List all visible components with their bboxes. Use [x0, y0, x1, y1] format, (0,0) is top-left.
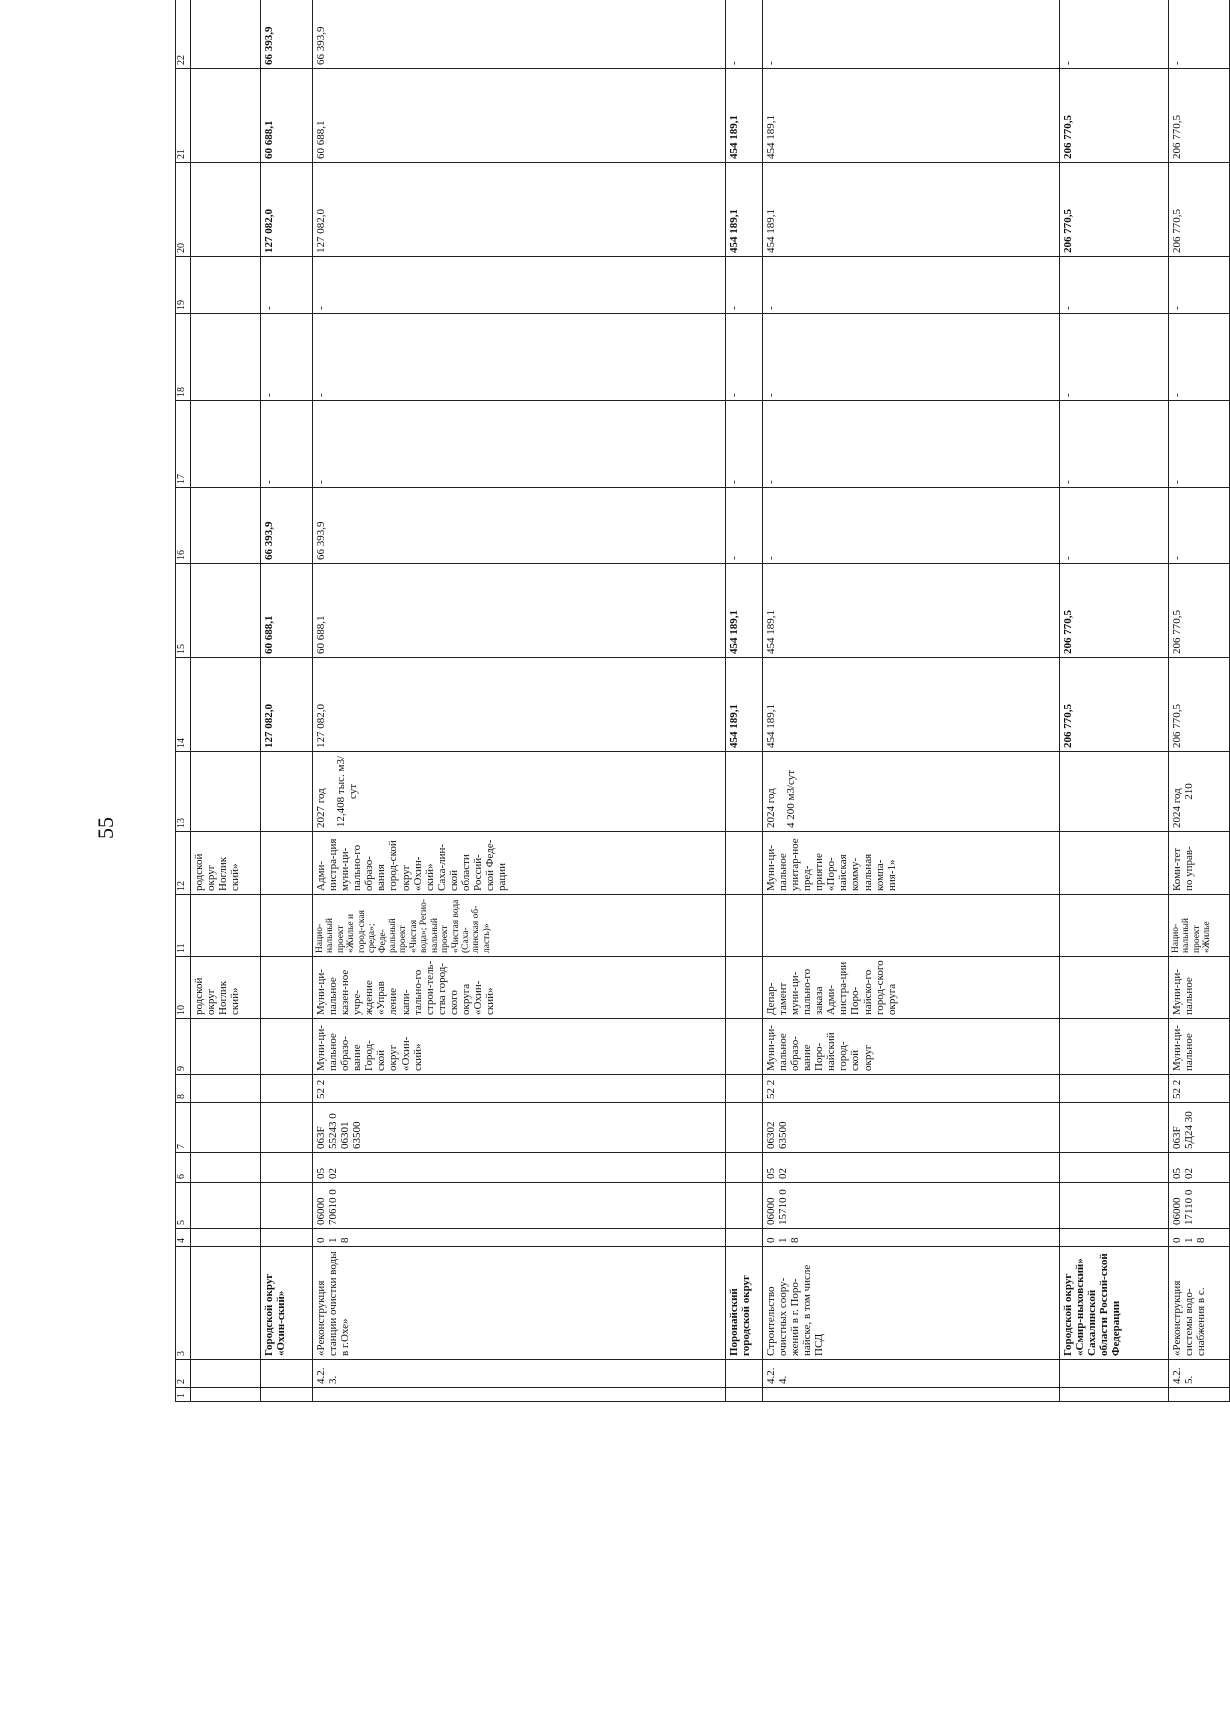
col-num-4: 4	[176, 1229, 191, 1247]
cell-c8: 52 2	[312, 1075, 725, 1103]
cell-c11: Нацио-нальный проект «Жилье	[1168, 895, 1229, 957]
cell-c22: -	[725, 0, 762, 69]
cell-c8: 52 2	[762, 1075, 1059, 1103]
item-title: «Реконструкция системы водо-снабжения в с.	[1168, 1247, 1229, 1360]
cell-c7: 063F 5Д24 30	[1168, 1103, 1229, 1153]
col-num-20: 20	[176, 163, 191, 257]
deadline: 2027 год	[314, 788, 327, 828]
cell-c13	[762, 752, 1059, 832]
cell-c16: -	[1168, 488, 1229, 564]
cell-c7: 06302 63500	[762, 1103, 1059, 1153]
item-number: 4.2.5.	[1168, 1360, 1229, 1388]
cell-c19: -	[261, 257, 313, 314]
cell-c21: 60 688,1	[261, 69, 313, 163]
group-name: Городской округ «Смир-ныховский» Сахалинской области Россий-ской Федерации	[1059, 1247, 1168, 1360]
col-num-12: 12	[176, 832, 191, 895]
group-row-smirnykh	[1059, 0, 1168, 1402]
cell-c15: 454 189,1	[725, 564, 762, 658]
deadline: 2024 год	[764, 788, 777, 828]
capacity: 210	[1183, 783, 1196, 800]
cell-c22: -	[1168, 0, 1229, 69]
capacity: 4 200 м3/сут	[784, 769, 797, 828]
cell-c14: 127 082,0	[261, 658, 313, 752]
cell-c21: 60 688,1	[312, 69, 725, 163]
cont-customer: родской округ Ноглик ский»	[190, 957, 260, 1019]
cell-c17: -	[1059, 401, 1168, 488]
cell-c9: Муни-ци-пальное	[1168, 1019, 1229, 1075]
cell-c4: 0 1 8	[1168, 1229, 1229, 1247]
col-num-8: 8	[176, 1075, 191, 1103]
cell-c16: 66 393,9	[312, 488, 725, 564]
col-num-6: 6	[176, 1153, 191, 1183]
group-row-poronaysk	[725, 0, 762, 1402]
cell-c20: 127 082,0	[261, 163, 313, 257]
cell-c22: -	[762, 0, 1059, 69]
page-number: 55	[93, 817, 118, 839]
col-num-17: 17	[176, 401, 191, 488]
col-num-21: 21	[176, 69, 191, 163]
group-name: Поронайский городской округ	[725, 1247, 762, 1360]
cell-c12: Муни-ци-пальное унитар-ное пред-приятие «Поро-найская комму-нальная компа-ния-1»	[762, 832, 1059, 895]
cell-c19: -	[725, 257, 762, 314]
cell-c16: 66 393,9	[261, 488, 313, 564]
cell-c12: Адми-нистра-ция муни-ци-пально-го образо-вания город-ской округ «Охин-ский» Саха-лин-ской области Россий-ской Феде-рации	[312, 832, 725, 895]
table-row-4-2-4	[762, 0, 1059, 1402]
cell-c13	[312, 752, 725, 832]
cell-c5: 06000 70610 0	[312, 1183, 725, 1229]
cell-c20: 454 189,1	[762, 163, 1059, 257]
cell-c17: -	[762, 401, 1059, 488]
cell-c19: -	[1059, 257, 1168, 314]
cell-c14: 206 770,5	[1059, 658, 1168, 752]
deadline: 2024 год	[1170, 788, 1183, 828]
cell-c14: 454 189,1	[725, 658, 762, 752]
item-title: Строительство очистных соору-жений в г. Поро-найске, в том числе ПСД	[762, 1247, 1059, 1360]
cell-c15: 454 189,1	[762, 564, 1059, 658]
cell-c17: -	[725, 401, 762, 488]
rotated-table-container	[175, 26, 1230, 1402]
cell-c9: Муни-ци-пальное образо-вание Поро-найский город-ской округ	[762, 1019, 1059, 1075]
col-num-7: 7	[176, 1103, 191, 1153]
cell-c4: 0 1 8	[312, 1229, 725, 1247]
col-num-15: 15	[176, 564, 191, 658]
cell-c18: -	[312, 314, 725, 401]
cell-c9: Муни-ци-пальное образо-вание Город-ской округ «Охин-ский»	[312, 1019, 725, 1075]
cell-c15: 60 688,1	[261, 564, 313, 658]
cell-c21: 454 189,1	[725, 69, 762, 163]
cell-c21: 206 770,5	[1059, 69, 1168, 163]
col-num-16: 16	[176, 488, 191, 564]
col-num-22: 22	[176, 0, 191, 69]
cell-c5: 06000 17110 0	[1168, 1183, 1229, 1229]
cell-c21: 454 189,1	[762, 69, 1059, 163]
item-title: «Реконструкция станции очистки воды в г.Охе»	[312, 1247, 725, 1360]
capacity: 12,408 тыс. м3/сут	[335, 755, 360, 828]
table-row-4-2-3	[312, 0, 725, 1402]
continuation-row	[190, 0, 260, 1402]
cell-c22: 66 393,9	[261, 0, 313, 69]
cell-c20: 206 770,5	[1059, 163, 1168, 257]
cell-c14: 206 770,5	[1168, 658, 1229, 752]
cell-c19: -	[762, 257, 1059, 314]
cell-c22: 66 393,9	[312, 0, 725, 69]
cell-c10: Депар-тамент муни-ци-пально-го заказа Адми-нистра-ции Поро-найско-го город-ского округа	[762, 957, 1059, 1019]
cell-c4: 0 1 8	[762, 1229, 1059, 1247]
cell-c18: -	[762, 314, 1059, 401]
col-num-5: 5	[176, 1183, 191, 1229]
cell-c6: 05 02	[762, 1153, 1059, 1183]
cell-c17: -	[261, 401, 313, 488]
cell-c13	[1168, 752, 1229, 832]
cont-recipient: родской округ Ноглик ский»	[190, 832, 260, 895]
col-num-19: 19	[176, 257, 191, 314]
col-num-14: 14	[176, 658, 191, 752]
col-num-18: 18	[176, 314, 191, 401]
cell-c15: 206 770,5	[1168, 564, 1229, 658]
cell-c12: Коми-тет по управ-	[1168, 832, 1229, 895]
item-number: 4.2.4.	[762, 1360, 1059, 1388]
cell-c10: Муни-ци-пальное	[1168, 957, 1229, 1019]
cell-c18: -	[261, 314, 313, 401]
item-number: 4.2.3.	[312, 1360, 725, 1388]
cell-c18: -	[1059, 314, 1168, 401]
cell-c16: -	[762, 488, 1059, 564]
cell-c20: 206 770,5	[1168, 163, 1229, 257]
cell-c15: 60 688,1	[312, 564, 725, 658]
cell-c17: -	[1168, 401, 1229, 488]
cell-c18: -	[725, 314, 762, 401]
col-num-9: 9	[176, 1019, 191, 1075]
cell-c5: 06000 15710 0	[762, 1183, 1059, 1229]
cell-c20: 454 189,1	[725, 163, 762, 257]
col-num-2: 2	[176, 1360, 191, 1388]
cell-c19: -	[1168, 257, 1229, 314]
budget-table	[175, 0, 1230, 1402]
cell-c15: 206 770,5	[1059, 564, 1168, 658]
cell-c17: -	[312, 401, 725, 488]
cell-c11: Нацио-нальный проект «Жилье и город-ская среда»; Феде-ральный проект «Чистая вода»; Регио-нальный проект «Чистая вода (Саха-линская об-ласть)»	[312, 895, 725, 957]
cell-c22: -	[1059, 0, 1168, 69]
cell-c14: 454 189,1	[762, 658, 1059, 752]
cell-c20: 127 082,0	[312, 163, 725, 257]
cell-c10: Муни-ци-пальное казен-ное учре-ждение «Управ ление капи-тально-го строи-тель-ства город-ского округа «Охин-ский»	[312, 957, 725, 1019]
col-num-10: 10	[176, 957, 191, 1019]
col-num-1: 1	[176, 1388, 191, 1402]
cell-c6: 05 02	[312, 1153, 725, 1183]
cell-c16: -	[725, 488, 762, 564]
group-name: Городской округ «Охин-ский»	[261, 1247, 313, 1360]
cell-c18: -	[1168, 314, 1229, 401]
cell-c11	[762, 895, 1059, 957]
cell-c7: 063F 55243 0 06301 63500	[312, 1103, 725, 1153]
column-number-row	[176, 0, 191, 1402]
col-num-11: 11	[176, 895, 191, 957]
col-num-13: 13	[176, 752, 191, 832]
cell-c6: 05 02	[1168, 1153, 1229, 1183]
col-num-3: 3	[176, 1247, 191, 1360]
cell-c16: -	[1059, 488, 1168, 564]
group-row-okha	[261, 0, 313, 1402]
cell-c8: 52 2	[1168, 1075, 1229, 1103]
cell-c19: -	[312, 257, 725, 314]
cell-c21: 206 770,5	[1168, 69, 1229, 163]
cell-c14: 127 082,0	[312, 658, 725, 752]
table-row-4-2-5	[1168, 0, 1229, 1402]
